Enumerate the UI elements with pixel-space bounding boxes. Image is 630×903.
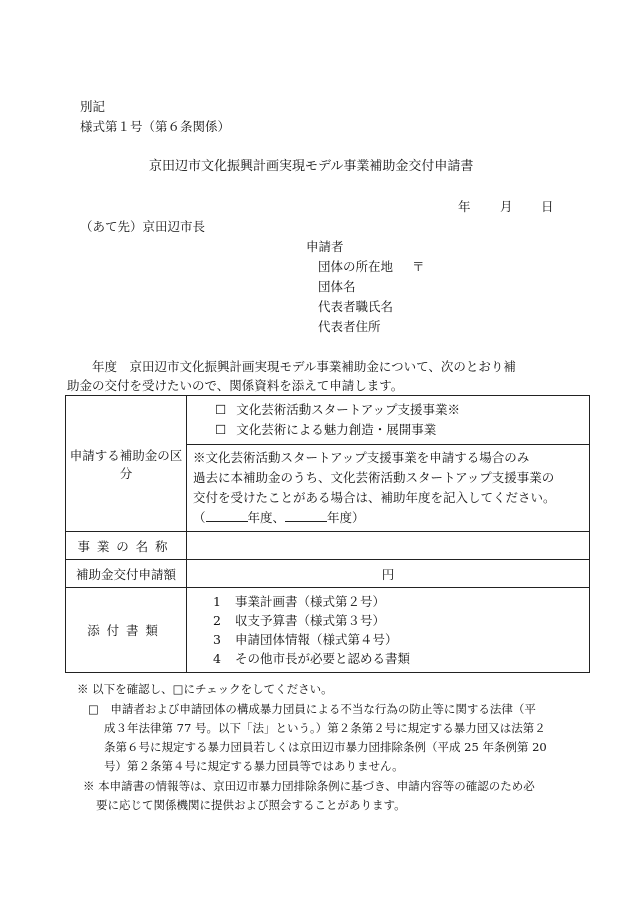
declaration-line-2: 成３年法律第 77 号。以下「法」という。）第２条第２号に規定する暴力団又は法第２ — [104, 721, 546, 735]
declaration-line-3: 条第６号に規定する暴力団員若しくは京田辺市暴力団排除条例（平成 25 年条例第 20 — [104, 740, 547, 754]
year-input-2[interactable] — [285, 508, 327, 522]
project-name-label: 事業の名称 — [66, 532, 187, 560]
date-day: 日 — [541, 199, 554, 214]
category-options — [187, 396, 590, 445]
info-note-line-1: ※ 本申請書の情報等は、京田辺市暴力団排除条例に基づき、申請内容等の確認のため必 — [83, 779, 535, 793]
amount-label: 補助金交付申請額 — [66, 560, 187, 588]
applicant-heading: 申請者 — [306, 239, 344, 254]
category-notes — [187, 445, 590, 532]
application-table — [65, 395, 590, 673]
attachment-label: 別記 — [80, 99, 106, 114]
attachment-text: 申請団体情報（様式第４号） — [234, 632, 398, 647]
confirm-note: ※ 以下を確認し、□にチェックをしてください。 — [77, 682, 333, 696]
attachment-item — [213, 592, 589, 611]
project-name-field[interactable] — [187, 532, 590, 560]
note-line-3: 交付を受けたことがある場合は、補助年度を記入してください。 — [193, 490, 556, 505]
page-title: 京田辺市文化振興計画実現モデル事業補助金交付申請書 — [149, 159, 474, 174]
amount-field[interactable] — [187, 560, 590, 588]
attachment-item — [213, 649, 589, 668]
declaration-line-4: 号）第２条第４号に規定する暴力団員等ではありません。 — [104, 759, 404, 773]
yen-unit: 円 — [381, 566, 395, 582]
option-attraction-label: 文化芸術による魅力創造・展開事業 — [236, 422, 437, 437]
years-unit-1: 年度、 — [247, 510, 286, 525]
date-year: 年 — [458, 199, 471, 214]
attachments-row — [66, 588, 590, 673]
addressee: （あて先）京田辺市長 — [80, 219, 206, 234]
form-number: 様式第１号（第６条関係） — [80, 119, 231, 134]
option-attraction[interactable] — [215, 420, 589, 440]
date-month: 月 — [500, 199, 513, 214]
attachment-item — [213, 630, 589, 649]
amount-row — [66, 560, 590, 588]
info-note-line-2: 要に応じて関係機関に提供および照会することがあります。 — [96, 798, 406, 812]
attachment-text: 収支予算書（様式第３号） — [234, 613, 385, 628]
attachments-label: 添付書類 — [66, 588, 187, 673]
declaration-line-1[interactable]: □ 申請者および申請団体の構成暴力団員による不当な行為の防止等に関する法律（平 — [88, 702, 536, 716]
representative-name-label: 代表者職氏名 — [318, 299, 394, 314]
checkbox-icon[interactable]: ☐ — [215, 422, 227, 437]
attachment-num: 4 — [213, 651, 221, 666]
years-open-paren: （ — [193, 510, 206, 525]
attachment-num: 2 — [213, 613, 221, 628]
checkbox-icon[interactable]: ☐ — [215, 402, 227, 417]
attachment-num: 3 — [213, 632, 221, 647]
category-row — [66, 396, 590, 445]
years-unit-2: 年度） — [327, 510, 365, 525]
group-address-label: 団体の所在地 — [318, 259, 394, 274]
attachment-text: 事業計画書（様式第２号） — [234, 594, 385, 609]
project-name-row — [66, 532, 590, 560]
note-line-1: ※文化芸術活動スタートアップ支援事業を申請する場合のみ — [193, 450, 530, 465]
group-name-label: 団体名 — [318, 279, 356, 294]
option-startup-label: 文化芸術活動スタートアップ支援事業※ — [236, 402, 460, 417]
attachment-text: その他市長が必要と認める書類 — [234, 651, 410, 666]
postal-mark: 〒 — [412, 259, 425, 274]
attachments-list — [187, 588, 590, 673]
category-label: 申請する補助金の区分 — [66, 396, 187, 532]
note-line-2: 過去に本補助金のうち、文化芸術活動スタートアップ支援事業の — [193, 470, 555, 485]
intro-line-2: 助金の交付を受けたいので、関係資料を添えて申請します。 — [67, 378, 404, 393]
attachment-item — [213, 611, 589, 630]
year-input-1[interactable] — [206, 508, 248, 522]
intro-line-1: 年度 京田辺市文化振興計画実現モデル事業補助金について、次のとおり補 — [92, 359, 516, 374]
attachment-num: 1 — [213, 594, 221, 609]
year-fields — [193, 508, 589, 528]
option-startup[interactable] — [215, 400, 589, 420]
representative-address-label: 代表者住所 — [318, 319, 381, 334]
